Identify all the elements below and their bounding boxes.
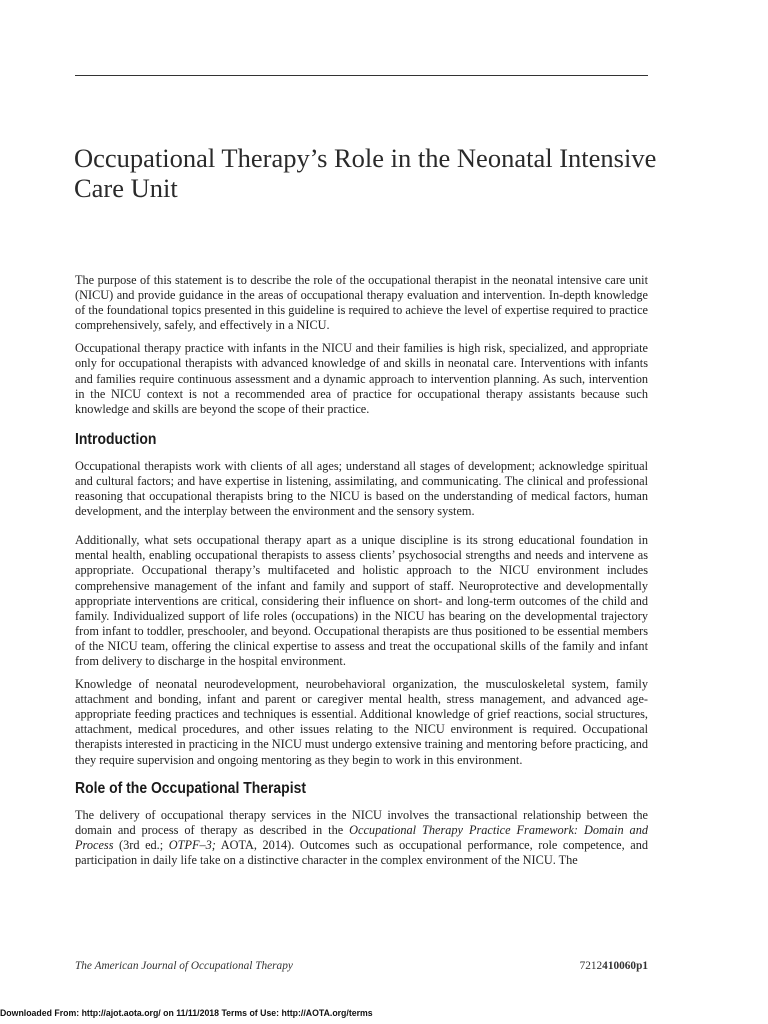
text-run: AOTA, 2014). Outcomes such as occupational performance, role competence, and participation in daily life take on a distinctive character in the complex environment of the NICU. The bbox=[75, 837, 648, 867]
citation-abbrev: OTPF–3; bbox=[168, 837, 216, 852]
top-divider bbox=[75, 75, 648, 76]
text-run: The delivery of occupational therapy services in the NICU involves the transactional relationship between the domain and process of therapy as described in the bbox=[75, 807, 648, 837]
body-paragraph bbox=[75, 808, 648, 868]
body-paragraph: Occupational therapists work with clients of all ages; understand all stages of development; acknowledge spiritual and cultural factors; and have expertise in listening, assimilating, and communicating. The clinical and professional reasoning that occupational therapists bring to the NICU is based on the understanding of medical factors, human development, and the interplay between the environment and the sensory system. bbox=[75, 458, 648, 519]
intro-paragraph: Occupational therapy practice with infants in the NICU and their families is high risk, specialized, and appropriate only for occupational therapists with advanced knowledge of and skills in neonatal care. Interventions with infants and families require continuous assessment and a dynamic approach to intervention planning. As such, intervention in the NICU context is not a recommended area of practice for occupational therapy assistants because such knowledge and skills are beyond the scope of their practice. bbox=[75, 341, 648, 416]
section-heading-introduction: Introduction bbox=[75, 430, 157, 448]
text-run: (3rd ed.; bbox=[113, 837, 169, 852]
body-paragraph: Additionally, what sets occupational therapy apart as a unique discipline is its strong educational foundation in mental health, enabling occupational therapists to assess clients’ psychosocial strengths and needs and intervene as appropriate. Occupational therapy’s multifaceted and holistic approach to the NICU environment includes comprehensive management of the infant and family and support of staff. Neuroprotective and developmentally appropriate interventions are critical, considering their influence on short- and long-term outcomes of the child and family. Individualized support of life roles (occupations) in the NICU has bearing on the developmental trajectory from infant to toddler, preschooler, and beyond. Occupational therapists are thus positioned to be essential members of the NICU team, offering the clinical expertise to assess and treat the occupational skills of the family and infant from delivery to discharge in the hospital environment. bbox=[75, 533, 648, 668]
section-heading-role: Role of the Occupational Therapist bbox=[75, 779, 306, 797]
intro-paragraph: The purpose of this statement is to describe the role of the occupational therapist in the neonatal intensive care unit (NICU) and provide guidance in the areas of occupational therapy evaluation and intervention. In-depth knowledge of the foundational topics presented in this guideline is required to achieve the level of expertise required to practice comprehensively, safely, and effectively in a NICU. bbox=[75, 273, 648, 333]
page-id-number: 410060p1 bbox=[602, 960, 648, 972]
page-id-prefix: 7212 bbox=[579, 960, 603, 972]
body-paragraph: Knowledge of neonatal neurodevelopment, neurobehavioral organization, the musculoskeletal system, family attachment and bonding, infant and parent or caregiver mental health, stress management, and advanced age-appropriate feeding practices and techniques is essential. Additional knowledge of grief reactions, social structures, attachment, medical procedures, and other issues relating to the NICU environment is required. Occupational therapists interested in practicing in the NICU must undergo extensive training and mentoring before practicing, and they require supervision and ongoing mentoring as they begin to work in this environment. bbox=[75, 677, 648, 767]
download-notice: Downloaded From: http://ajot.aota.org/ on 11/11/2018 Terms of Use: http://AOTA.org/terms bbox=[0, 1008, 373, 1019]
article-body bbox=[75, 273, 648, 876]
citation-title: Occupational Therapy Practice Framework: Domain and Process bbox=[75, 822, 648, 852]
journal-name: The American Journal of Occupational Therapy bbox=[75, 960, 293, 972]
page-title: Occupational Therapy’s Role in the Neonatal Intensive Care Unit bbox=[74, 143, 657, 203]
page-identifier bbox=[580, 960, 648, 972]
